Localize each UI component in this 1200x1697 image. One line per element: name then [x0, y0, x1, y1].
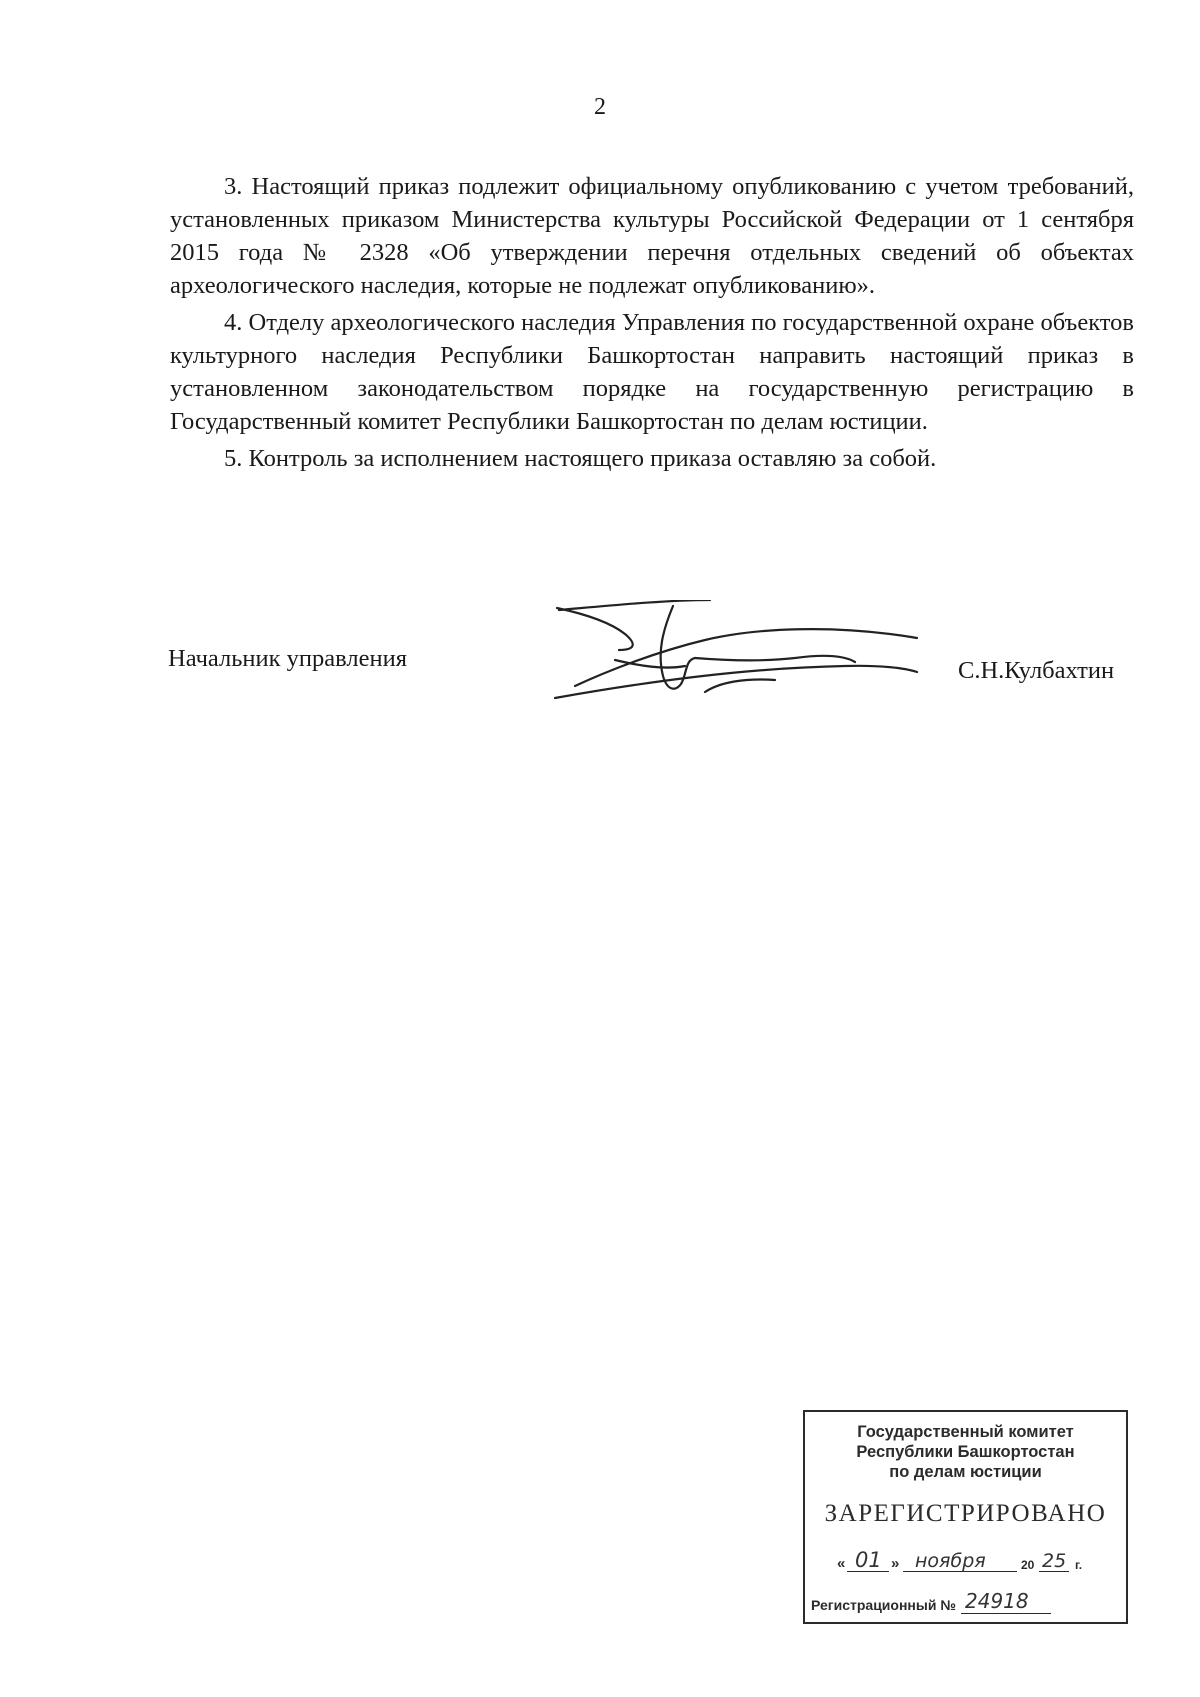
stamp-status: ЗАРЕГИСТРИРОВАНО — [824, 1500, 1107, 1527]
document-body — [170, 170, 1134, 479]
handwritten-signature — [545, 600, 925, 710]
paragraph-4: 4. Отделу археологического наследия Управления по государственной охране объектов культурного наследия Республики Башкортостан направить настоящий приказ в установленном законодательством порядке на государственную регистрацию в Государственный комитет Республики Башкортостан по делам юстиции. — [170, 309, 1134, 435]
signatory-position: Начальник управления — [168, 645, 407, 672]
stamp-registration — [811, 1588, 1111, 1618]
paragraph-3: 3. Настоящий приказ подлежит официальному опубликованию с учетом требований, установленных приказом Министерства культуры Российской Федерации от 1 сентября 2015 года № 2328 «Об утверждении перечня отдельных сведений об объектах археологического наследия, которые не подлежат опубликованию». — [170, 173, 1134, 299]
stamp-date — [837, 1544, 1107, 1576]
stamp-authority-line: Республики Башкортостан — [856, 1443, 1075, 1461]
stamp-date-year: 25 — [1042, 1550, 1067, 1572]
stamp-date-open-quote: « — [837, 1555, 846, 1572]
stamp-date-year-unit: г. — [1075, 1558, 1083, 1572]
stamp-authority — [805, 1422, 1126, 1482]
stamp-date-month: ноября — [915, 1550, 986, 1572]
stamp-date-year-prefix: 20 — [1021, 1558, 1035, 1572]
stamp-date-day: 01 — [855, 1548, 882, 1572]
registration-stamp — [803, 1410, 1128, 1624]
paragraph-5: 5. Контроль за исполнением настоящего приказа оставляю за собой. — [224, 445, 937, 472]
stamp-date-close-quote: » — [891, 1555, 900, 1572]
page-number: 2 — [594, 94, 606, 120]
stamp-authority-line: по делам юстиции — [889, 1463, 1042, 1481]
signatory-name: С.Н.Кулбахтин — [958, 657, 1115, 684]
stamp-registration-label: Регистрационный № — [811, 1597, 956, 1613]
stamp-authority-line: Государственный комитет — [857, 1423, 1074, 1441]
stamp-registration-number: 24918 — [965, 1589, 1029, 1613]
